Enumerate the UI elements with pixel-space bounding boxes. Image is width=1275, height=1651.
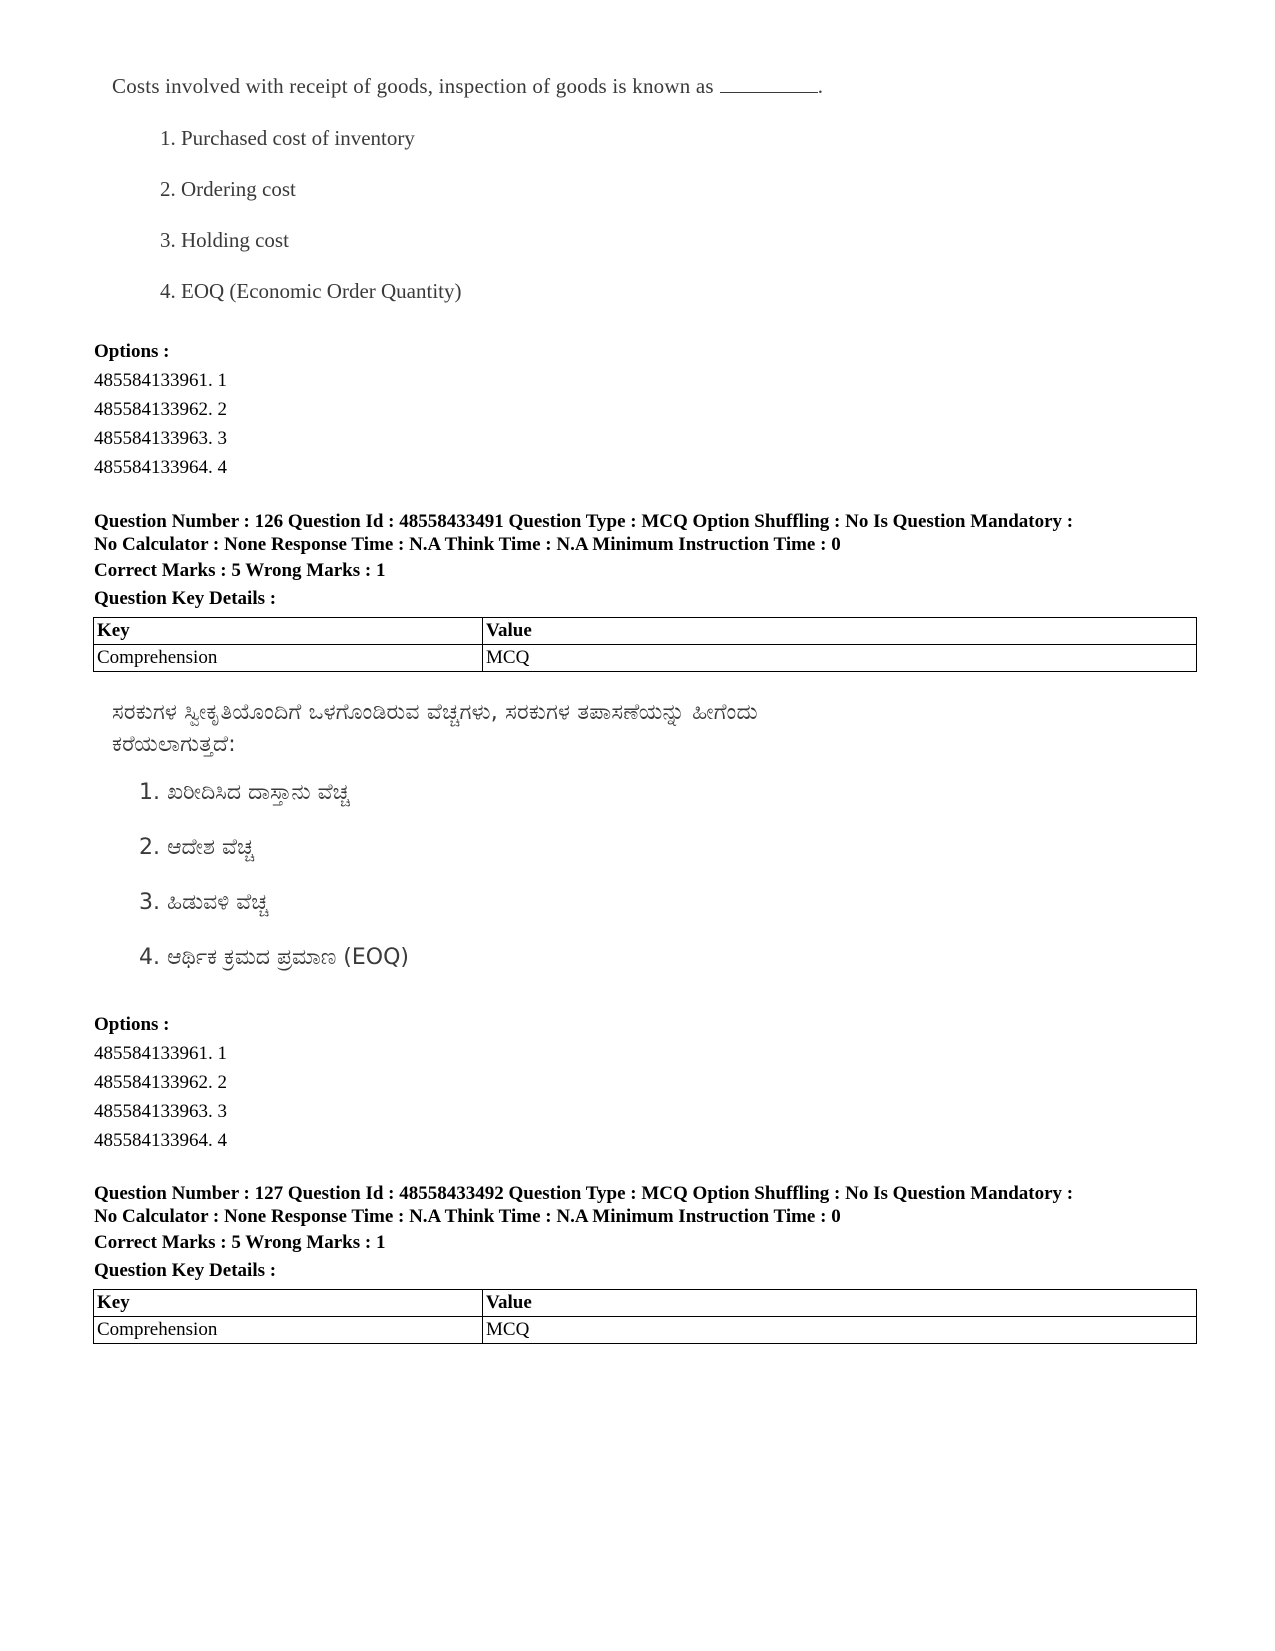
key-details-title-127: Question Key Details : xyxy=(94,1260,277,1281)
table-header-value: Value xyxy=(483,618,1197,645)
table-header-row xyxy=(94,618,1197,645)
table-cell-key: Comprehension xyxy=(94,1317,483,1344)
question-text-line-2: ಕರೆಯಲಾಗುತ್ತದೆ: xyxy=(112,732,236,757)
question-text-line-1: ಸರಕುಗಳ ಸ್ವೀಕೃತಿಯೊಂದಿಗೆ ಒಳಗೊಂಡಿರುವ ವೆಚ್ಚಗಳು, ಸರಕುಗಳ ತಪಾಸಣೆಯನ್ನು ಹೀಗೆಂದು xyxy=(112,700,758,725)
meta-line-2: No Calculator : None Response Time : N.A Think Time : N.A Minimum Instruction Time : 0 xyxy=(94,534,841,555)
table-cell-key: Comprehension xyxy=(94,645,483,672)
choice-4: 4. ಆರ್ಥಿಕ ಕ್ರಮದ ಪ್ರಮಾಣ (EOQ) xyxy=(139,945,410,970)
table-cell-value: MCQ xyxy=(483,645,1197,672)
table-cell-value: MCQ xyxy=(483,1317,1197,1344)
option-item: 485584133962. 2 xyxy=(94,1072,227,1093)
table-header-key: Key xyxy=(94,618,483,645)
options-title: Options : xyxy=(94,1014,170,1035)
choice-1: 1. ಖರೀದಿಸಿದ ದಾಸ್ತಾನು ವೆಚ್ಚ xyxy=(139,780,350,805)
key-details-table-127 xyxy=(93,1289,1197,1344)
meta-line-1: Question Number : 126 Question Id : 48558433491 Question Type : MCQ Option Shuffling : No Is Question Mandatory : xyxy=(94,511,1074,532)
option-item: 485584133961. 1 xyxy=(94,1043,227,1064)
question-text-content: Costs involved with receipt of goods, inspection of goods is known as xyxy=(112,74,714,98)
options-list xyxy=(94,337,227,482)
choice-3: 3. Holding cost xyxy=(160,228,289,252)
option-item: 485584133963. 3 xyxy=(94,1101,227,1122)
answer-blank xyxy=(720,78,818,93)
meta-line-1: Question Number : 127 Question Id : 48558433492 Question Type : MCQ Option Shuffling : No Is Question Mandatory : xyxy=(94,1183,1074,1204)
table-header-value: Value xyxy=(483,1290,1197,1317)
choice-3: 3. ಹಿಡುವಳಿ ವೆಚ್ಚ xyxy=(139,890,269,915)
option-item: 485584133962. 2 xyxy=(94,399,227,420)
question-meta-127 xyxy=(94,1182,1204,1228)
option-item: 485584133963. 3 xyxy=(94,428,227,449)
table-row xyxy=(94,645,1197,672)
question-text-end: . xyxy=(817,74,824,98)
options-title: Options : xyxy=(94,341,170,362)
option-item: 485584133961. 1 xyxy=(94,370,227,391)
table-row xyxy=(94,1317,1197,1344)
question-image-kannada xyxy=(112,700,1072,980)
question-text xyxy=(112,74,823,99)
choice-4: 4. EOQ (Economic Order Quantity) xyxy=(160,279,462,303)
key-details-title-126: Question Key Details : xyxy=(94,588,277,609)
option-item: 485584133964. 4 xyxy=(94,1130,227,1151)
choice-2: 2. ಆದೇಶ ವೆಚ್ಚ xyxy=(139,835,255,860)
options-list xyxy=(94,1010,227,1155)
marks-127: Correct Marks : 5 Wrong Marks : 1 xyxy=(94,1232,386,1253)
option-item: 485584133964. 4 xyxy=(94,457,227,478)
marks-126: Correct Marks : 5 Wrong Marks : 1 xyxy=(94,560,386,581)
key-details-table-126 xyxy=(93,617,1197,672)
table-header-row xyxy=(94,1290,1197,1317)
question-meta-126 xyxy=(94,510,1204,556)
meta-line-2: No Calculator : None Response Time : N.A Think Time : N.A Minimum Instruction Time : 0 xyxy=(94,1206,841,1227)
table-header-key: Key xyxy=(94,1290,483,1317)
question-image-english xyxy=(112,74,912,324)
choice-2: 2. Ordering cost xyxy=(160,177,296,201)
choice-1: 1. Purchased cost of inventory xyxy=(160,126,415,150)
